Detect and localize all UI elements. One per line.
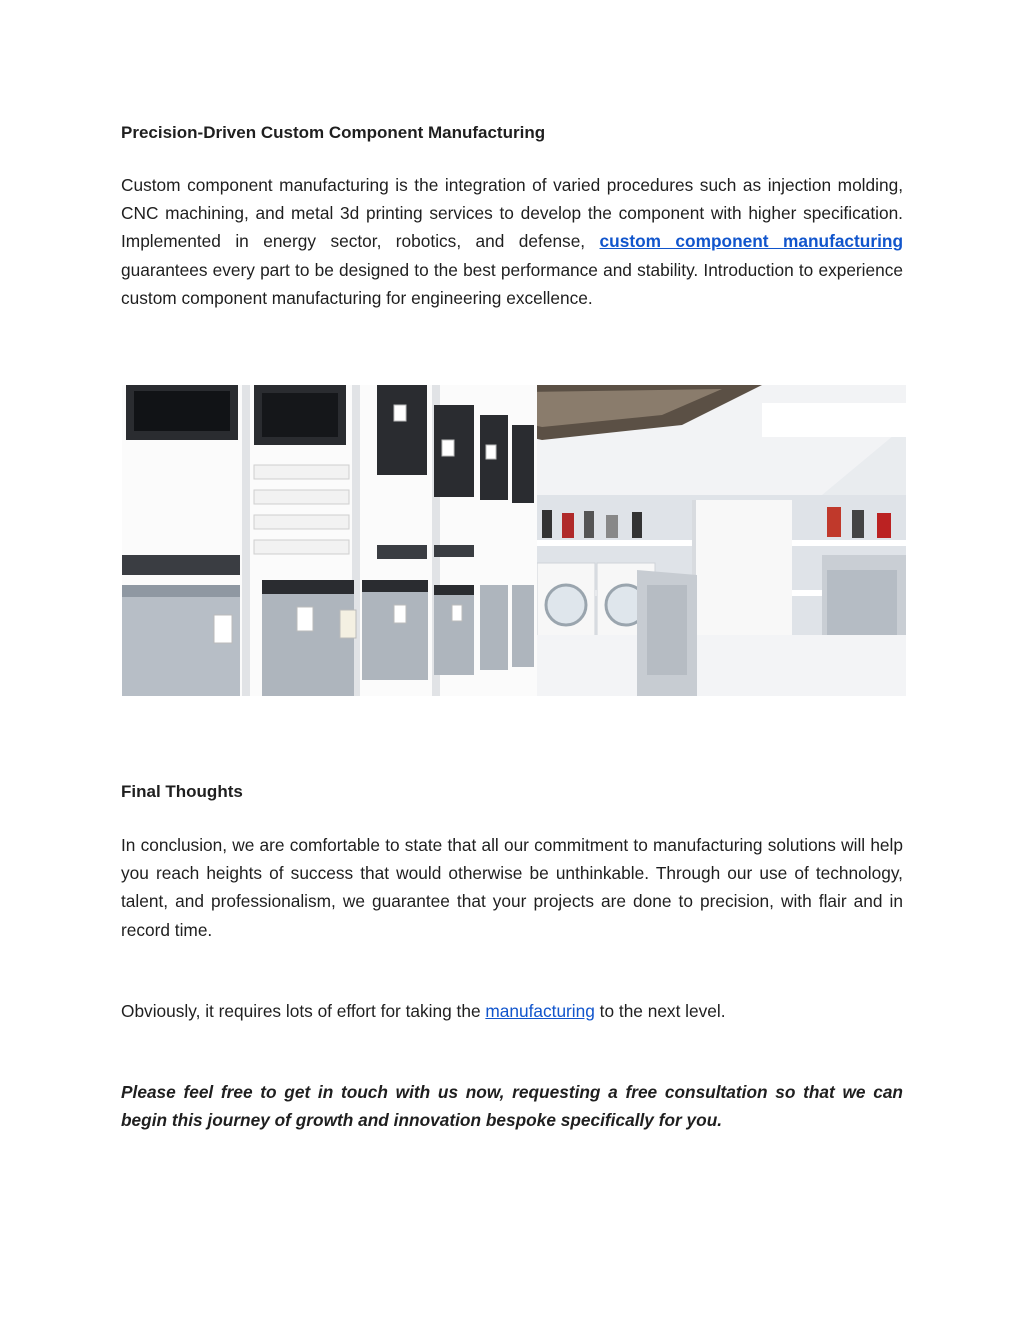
manufacturing-link[interactable]: manufacturing bbox=[485, 1001, 595, 1021]
effort-paragraph bbox=[121, 997, 903, 1025]
call-to-action-paragraph: Please feel free to get in touch with us now, requesting a free consultation so that we can begin this journey of growth and innovation bespoke specifically for you. bbox=[121, 1082, 903, 1131]
intro-paragraph bbox=[121, 171, 903, 312]
section-heading-main: Precision-Driven Custom Component Manufacturing bbox=[121, 123, 546, 142]
conclusion-paragraph: In conclusion, we are comfortable to state that all our commitment to manufacturing solutions will help you reach heights of success that would otherwise be unthinkable. Through our use of technology, talent, and professionalism, we guarantee that your projects are done to precision, with flair and in record time. bbox=[121, 835, 903, 940]
effort-text-end: to the next level. bbox=[594, 1001, 726, 1021]
intro-text-end: guarantees every part to be designed to the best performance and stability. Introduction to experience custom component manufacturing for engineering excellence. bbox=[121, 259, 903, 308]
section-heading-final-thoughts: Final Thoughts bbox=[121, 782, 243, 801]
showroom-photo bbox=[122, 385, 906, 696]
custom-component-manufacturing-link[interactable]: custom component manufacturing bbox=[599, 231, 903, 252]
intro-text-start: Custom component manufacturing is the integration of varied procedures such as injection molding, CNC machining, and metal 3d printing services to develop the component with higher specification. Implemented in energy sector, robotics, and defense, bbox=[121, 175, 903, 252]
effort-text-start: Obviously, it requires lots of effort for taking the bbox=[121, 1001, 486, 1021]
